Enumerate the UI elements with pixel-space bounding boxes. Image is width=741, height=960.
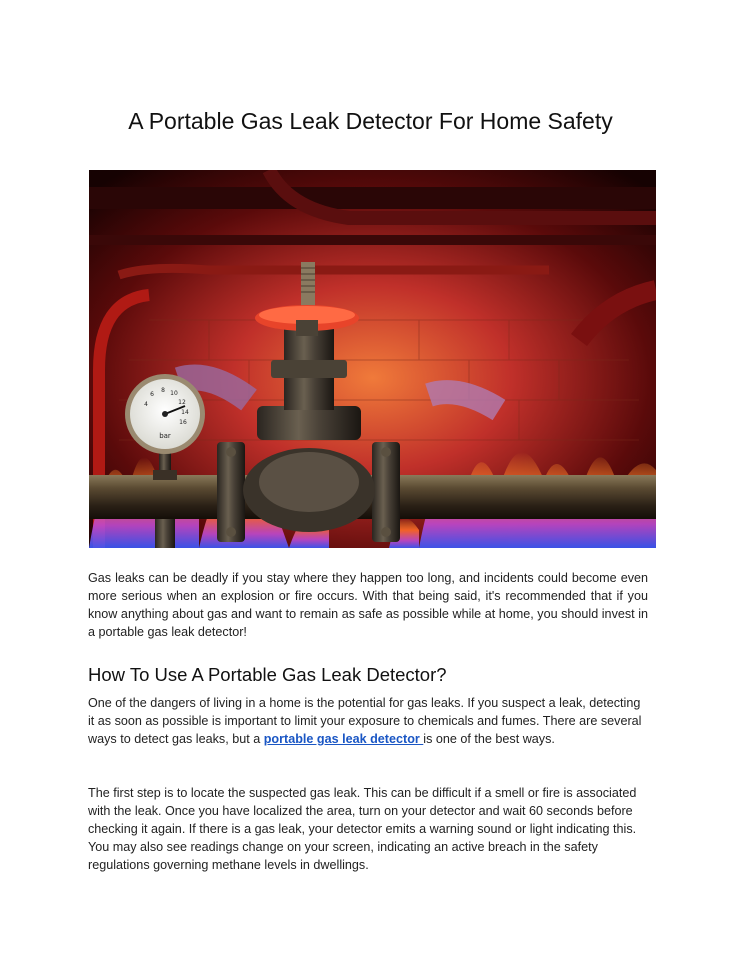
paragraph-how-to-use [88,694,648,748]
section-heading: How To Use A Portable Gas Leak Detector? [88,664,447,685]
svg-text:bar: bar [159,432,171,440]
svg-text:16: 16 [179,419,187,426]
svg-text:4: 4 [144,401,148,408]
svg-text:10: 10 [170,390,178,397]
svg-text:8: 8 [161,387,165,394]
paragraph-text-before-link: One of the dangers of living in a home is the potential for gas leaks. If you suspect a leak, detecting it as soon as possible is important to limit your exposure to chemicals and fumes. There are several ways to detect gas leaks, but a [88,696,642,746]
hero-image-gas-valve [89,170,656,548]
svg-text:12: 12 [178,399,186,406]
intro-paragraph: Gas leaks can be deadly if you stay where they happen too long, and incidents could become even more serious when an explosion or fire occurs. With that being said, it's recommended that if you know anything about gas and want to remain as safe as possible while at home, you should invest in a portable gas leak detector! [88,571,648,639]
page-title: A Portable Gas Leak Detector For Home Safety [128,108,613,134]
paragraph-text-after-link: is one of the best ways. [423,732,555,746]
svg-text:14: 14 [181,409,189,416]
paragraph-first-step: The first step is to locate the suspected gas leak. This can be difficult if a smell or fire is associated with the leak. Once you have localized the area, turn on your detector and wait 60 seconds before checking it again. If there is a gas leak, your detector emits a warning sound or light indicating this. You may also see readings change on your screen, indicating an active breach in the safety regulations governing methane levels in dwellings. [88,786,637,872]
svg-text:6: 6 [150,391,154,398]
portable-gas-leak-detector-link[interactable]: portable gas leak detector [263,732,424,746]
